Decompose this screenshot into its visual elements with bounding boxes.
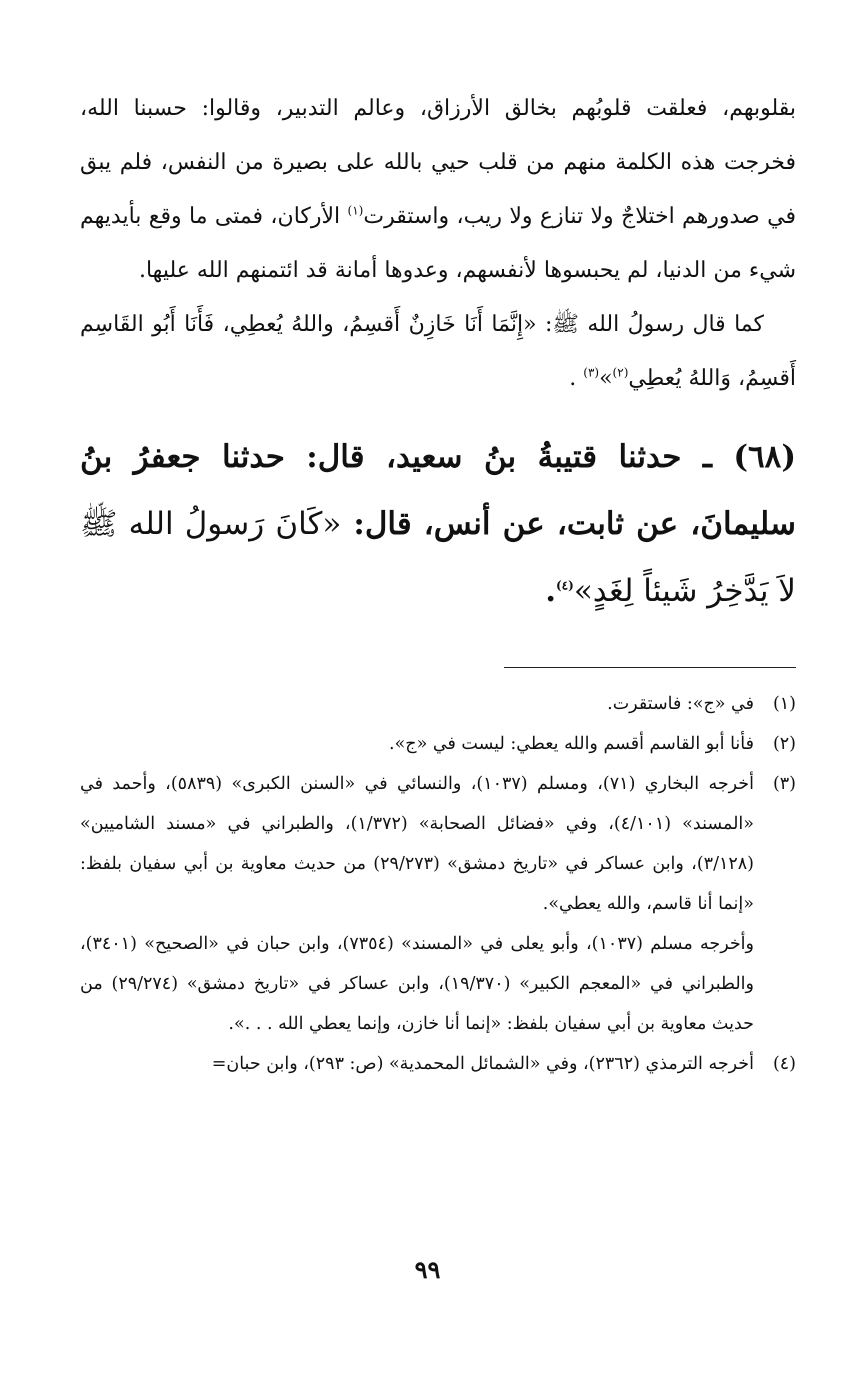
footnote-number: (١) — [772, 694, 796, 714]
hadith-isnad: (٦٨) ـ حدثنا قتيبةُ بنُ سعيد، قال: حدثنا جعفرُ بنُ سليمانَ، عن ثابت، عن أنس، قال: — [80, 439, 796, 542]
footnote-ref[interactable]: (٢) — [612, 365, 629, 380]
footnote-separator — [80, 667, 796, 668]
hadith-end: . — [545, 573, 556, 609]
footnote — [80, 764, 796, 1044]
hadith-matn: «كَانَ رَسولُ الله ﷺ لاَ يَدَّخِرُ شَيئاً لِغَدٍ» — [80, 506, 796, 609]
footnote — [80, 1044, 796, 1084]
quote-close: » — [599, 366, 613, 391]
book-page — [80, 82, 796, 1084]
hadith-block — [80, 424, 796, 625]
footnote-number: (٣) — [772, 774, 796, 794]
quote-paragraph — [80, 298, 796, 406]
paragraph-text-end: الأركان، فمتى ما وقع بأيديهم شيء من الدنيا، لم يحبسوها لأنفسهم، وعدوها أمانة قد ائتمنهم الله عليها. — [80, 204, 796, 283]
quote-end: . — [569, 366, 584, 391]
footnote-text: فأنا أبو القاسم أقسم والله يعطي: ليست في «ج». — [389, 734, 754, 754]
quote-text: كما قال رسولُ الله ﷺ: «إِنَّمَا أَنَا خَازِنٌ أَقسِمُ، واللهُ يُعطِي، فَأَنَا أَبُو القَاسِم أَقسِمُ، وَاللهُ يُعطِي — [80, 312, 796, 391]
footnote-text: أخرجه الترمذي (٢٣٦٢)، وفي «الشمائل المحمدية» (ص: ٢٩٣)، وابن حبان= — [211, 1054, 754, 1074]
footnote-ref[interactable]: (٤) — [555, 578, 574, 593]
footnote-text: وأخرجه مسلم (١٠٣٧)، وأبو يعلى في «المسند» (٧٣٥٤)، وابن حبان في «الصحيح» (٣٤٠١)، والطبراني في «المعجم الكبير» (١٩/٣٧٠)، وابن عساكر في «تاريخ دمشق» (٢٩/٢٧٤) من حديث معاوية بن أبي سفيان بلفظ: «إنما أنا خازن، وإنما يعطي الله . . .». — [80, 934, 754, 1034]
body-paragraph — [80, 82, 796, 298]
footnote-number: (٤) — [772, 1054, 796, 1074]
footnote-text: أخرجه البخاري (٧١)، ومسلم (١٠٣٧)، والنسائي في «السنن الكبرى» (٥٨٣٩)، وأحمد في «المسند» (٤/١٠١)، وفي «فضائل الصحابة» (١/٣٧٢)، والطبراني في «مسند الشاميين» (٣/١٢٨)، وابن عساكر في «تاريخ دمشق» (٢٩/٢٧٣) من حديث معاوية بن أبي سفيان بلفظ: «إنما أنا قاسم، والله يعطي». — [80, 774, 754, 914]
page-number: ٩٩ — [414, 1255, 441, 1284]
footnote — [80, 684, 796, 724]
footnotes — [80, 684, 796, 1084]
footnote — [80, 724, 796, 764]
paragraph-text: بقلوبهم، فعلقت قلوبُهم بخالق الأرزاق، وعالم التدبير، وقالوا: حسبنا الله، فخرجت هذه الكلمة منهم من قلب حيي بالله على بصيرة من النفس، فلم يبق في صدورهم اختلاجٌ ولا تنازع ولا ريب، واستقرت — [80, 96, 797, 229]
footnote-ref[interactable]: (٣) — [583, 365, 600, 380]
main-text — [80, 82, 796, 406]
footnote-number: (٢) — [772, 734, 796, 754]
footnote-text: في «ج»: فاستقرت. — [607, 694, 754, 714]
footnote-ref[interactable]: (١) — [347, 203, 364, 218]
